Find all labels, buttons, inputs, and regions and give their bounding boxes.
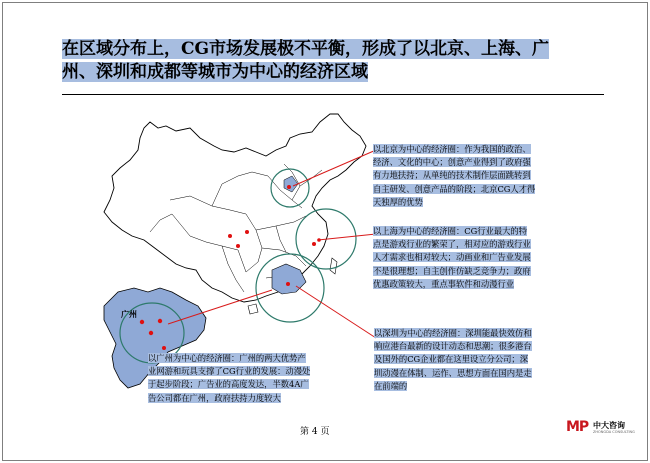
title-line-1: 在区域分布上，CG市场发展极不平衡，形成了以北京、上海、广 [62, 39, 550, 59]
guiyang-dot [236, 244, 240, 248]
china-map-outline [104, 114, 366, 302]
logo-subtitle: ZHONGDA CONSULTING [593, 430, 635, 434]
shenzhen-note-line: 圳动漫在体制、运作、思想方面在国内是走 [374, 367, 532, 378]
dongguan-dot [149, 331, 153, 335]
shanghai-dot [312, 242, 316, 246]
shenzhen-note [374, 327, 589, 393]
company-logo [566, 419, 638, 437]
guangzhou-dot [140, 320, 144, 324]
shenzhen-dot [286, 282, 290, 286]
shenzhen-pointer [296, 286, 376, 338]
shenzhen-note-line: 在前端的 [374, 380, 408, 391]
shenzhen-note-line: 及国外的CG企业都在这里设立分公司；深 [374, 354, 529, 365]
hainan-shape [248, 304, 258, 314]
taiwan-shape [330, 258, 337, 274]
page-number: 第 4 页 [300, 427, 330, 437]
logo-mark: MP [566, 419, 589, 435]
shanghai-note-line: 优惠政策较大，重点事软件和动漫行业 [373, 278, 515, 289]
shenzhen-note-line: 响应港台最新的设计动态和思潮；很多港台 [374, 341, 532, 352]
beijing-note-line: 有力地扶持；从单纯的技术制作层面跳转到 [373, 170, 531, 181]
beijing-note-line: 以北京为中心的经济圈：作为我国的政治、 [373, 144, 531, 154]
guangzhou-note-line: 以广州为中心的经济圈：广州的两大优势产 [148, 353, 306, 363]
hangzhou-dot [317, 238, 321, 242]
guangzhou-note-line: 告公司都在广州，政府扶持力度较大 [148, 392, 281, 403]
shanghai-note [373, 225, 588, 291]
shanghai-note-line: 点是游戏行业的繁荣了，相对应的游戏行业 [373, 239, 531, 250]
guangzhou-note [148, 352, 338, 405]
shanghai-note-line: 不是很理想；自主创作仿缺乏竞争力；政府 [373, 265, 531, 276]
zhongshan-dot [162, 346, 166, 350]
guangzhou-note-line: 于起步阶段；广告业的高度发达，半数4A广 [148, 379, 309, 390]
chengdu-dot [228, 234, 232, 238]
beijing-note-line: 天独厚的优势 [373, 196, 423, 207]
shenzhen-note-line: 以深圳为中心的经济圈：深圳能最快效仿和 [374, 328, 532, 338]
shanghai-note-line: 以上海为中心的经济圈：CG行业最大的特 [373, 226, 528, 236]
beijing-note-line: 自主研发、创意产品的阶段；北京CG人才得 [373, 183, 536, 194]
shanghai-note-line: 人才需求也相对较大；动画业和广告业发展 [373, 252, 531, 263]
foshan-dot [158, 319, 162, 323]
guangzhou-inset-label: 广州 [121, 309, 137, 319]
beijing-dot [287, 185, 291, 189]
beijing-note-line: 经济、文化的中心；创意产业得到了政府强 [373, 157, 531, 168]
beijing-note [373, 143, 588, 209]
title-line-2: 州、深圳和成都等城市为中心的经济区域 [62, 62, 368, 82]
logo-name: 中大咨询 [593, 421, 625, 430]
chongqing-dot [245, 230, 249, 234]
guangzhou-note-line: 业网游和玩具支撑了CG行业的发展：动漫处 [148, 366, 311, 377]
